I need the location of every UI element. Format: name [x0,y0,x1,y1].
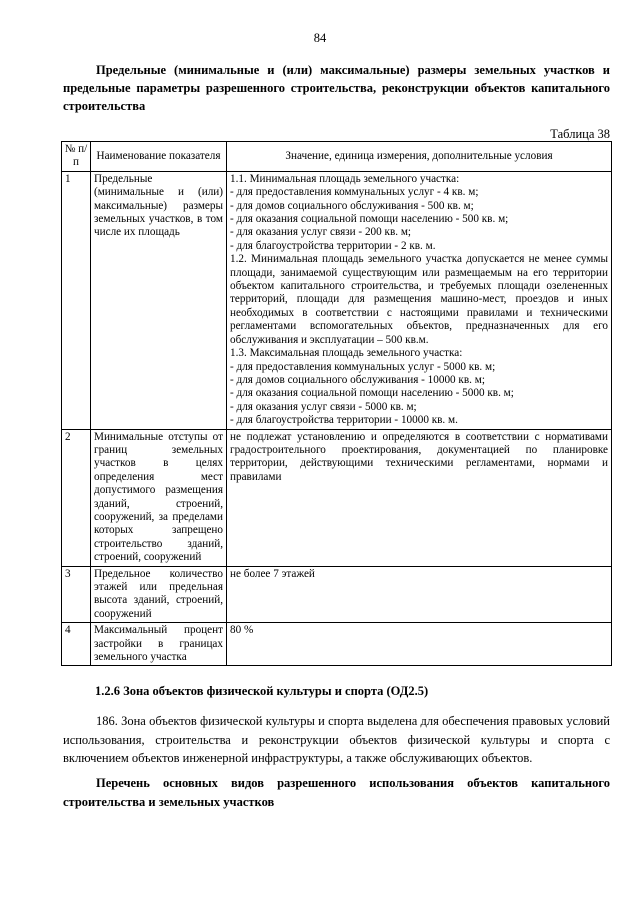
value-line: 1.3. Максимальная площадь земельного участка: [230,347,463,360]
table-row [62,171,612,429]
table-header-row [62,142,612,172]
row-indicator-name: Предельные (минимальные и (или) максимальные) размеры земельных участков, в том числе их площадь [91,171,227,429]
table-caption: Таблица 38 [550,127,610,141]
row-value: 80 % [227,623,612,666]
row-number: 3 [62,566,91,623]
row-value [227,171,612,429]
value-line: - для предоставления коммунальных услуг - 5000 кв. м; [230,360,496,373]
value-line: - для благоустройства территории - 2 кв. м. [230,239,436,252]
row-number: 4 [62,623,91,666]
value-line: - для оказания социальной помощи населению - 5000 кв. м; [230,387,514,400]
table-row [62,623,612,666]
value-line: - для оказания услуг связи - 5000 кв. м; [230,400,417,413]
value-line: - для домов социального обслуживания - 500 кв. м; [230,199,474,212]
row-value: не более 7 этажей [227,566,612,623]
row-number: 2 [62,429,91,566]
body-paragraph: 186. Зона объектов физической культуры и спорта выделена для обеспечения правовых условий использования, строительства и реконструкции объектов физической культуры и спорта с включением объектов инженерной инфраструктуры, а также обслуживающих объектов. [63,714,610,765]
value-line: - для оказания социальной помощи населению - 500 кв. м; [230,213,509,226]
header-num: № п/п [62,142,91,172]
value-line: - для предоставления коммунальных услуг - 4 кв. м; [230,186,479,199]
section-heading [63,61,610,115]
value-line: - для благоустройства территории - 10000 кв. м. [230,414,458,427]
header-value: Значение, единица измерения, дополнительные условия [227,142,612,172]
row-value: не подлежат установлению и определяются в соответствии с нормативами градостроительного проектирования, документацией по планировке территории, действующими техническими регламентами, нормами и правилами [227,429,612,566]
row-indicator-name: Максимальный процент застройки в границах земельного участка [91,623,227,666]
value-line: - для домов социального обслуживания - 10000 кв. м; [230,373,485,386]
header-name: Наименование показателя [91,142,227,172]
table-row [62,566,612,623]
heading-text: Предельные (минимальные и (или) максимальные) размеры земельных участков и предельные параметры разрешенного строительства, реконструкции объектов капитального строительства [63,63,610,113]
value-line: 1.1. Минимальная площадь земельного участка: [230,172,460,185]
parameters-table [61,141,612,666]
list-heading: Перечень основных видов разрешенного использования объектов капитального строительства и земельных участков [63,776,610,809]
value-line: 1.2. Минимальная площадь земельного участка допускается не менее суммы площади, занимаемой существующим или размещаемым на его территории объектом капитального строительства, и требуемых площади озелененных территорий, площади для размещения машино-мест, проездов и иных необходимых в соответствии с настоящими правилами и техническими регламентами вспомогательных объектов, предназначенных для его обслуживания и эксплуатации – 500 кв.м. [230,253,608,346]
row-number: 1 [62,171,91,429]
page-number: 84 [313,31,327,45]
row-indicator-name: Минимальные отступы от границ земельных участков в целях определения мест допустимого размещения зданий, строений, сооружений, за пределами которых запрещено строительство зданий, строений, сооружений [91,429,227,566]
subsection-title: 1.2.6 Зона объектов физической культуры и спорта (ОД2.5) [95,684,429,698]
row-indicator-name: Предельное количество этажей или предельная высота зданий, строений, сооружений [91,566,227,623]
value-line: - для оказания услуг связи - 200 кв. м; [230,226,412,239]
table-row [62,429,612,566]
